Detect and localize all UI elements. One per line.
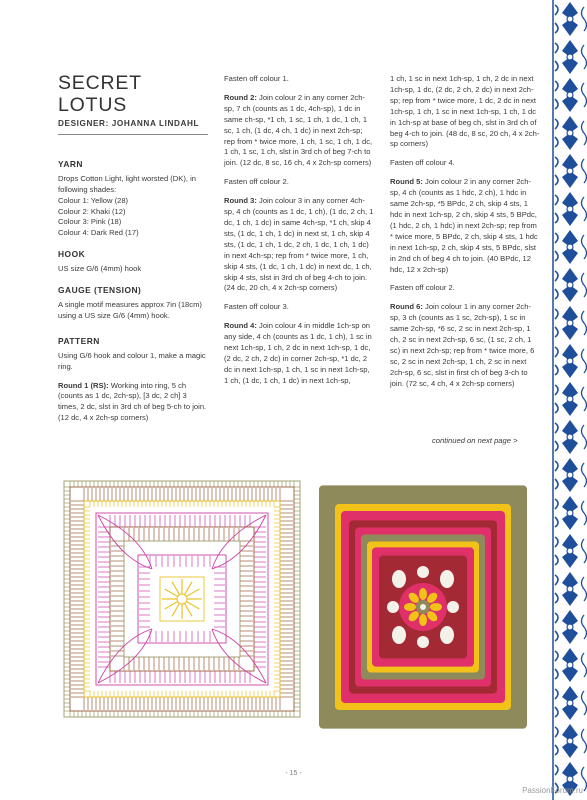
round-3: [224, 196, 374, 294]
crochet-square-photo: [318, 484, 529, 732]
photo-lace-gap: [417, 636, 429, 648]
border-scroll: [582, 653, 587, 677]
border-scroll: [582, 501, 587, 525]
border-tile: [555, 154, 587, 188]
border-dot: [567, 206, 573, 212]
border-scroll: [582, 273, 587, 297]
border-tile: [555, 496, 587, 530]
border-tile: [555, 2, 587, 36]
border-scroll: [582, 121, 587, 145]
round-1-label: Round 1 (RS):: [58, 380, 109, 390]
border-dot: [567, 396, 573, 402]
round-5-label: Round 5:: [390, 177, 423, 187]
fasten-off-4: Fasten off colour 4.: [390, 158, 455, 168]
chart-center-stitch: [186, 602, 199, 610]
border-dot: [567, 434, 573, 440]
crochet-chart-diagram: [58, 475, 306, 723]
border-tile: [555, 78, 587, 112]
yarn-colour-2: Colour 2: Khaki (12): [58, 206, 126, 216]
border-scroll: [555, 613, 558, 641]
gauge-heading: GAUGE (TENSION): [58, 285, 142, 296]
designer-credit: DESIGNER: JOHANNA LINDAHL: [58, 119, 208, 135]
border-dot: [567, 624, 573, 630]
fasten-off-5: Fasten off colour 2.: [390, 283, 455, 293]
border-dot: [567, 700, 573, 706]
border-scroll: [555, 499, 558, 527]
border-dot: [567, 92, 573, 98]
border-scroll: [555, 43, 558, 71]
border-tile: [555, 306, 587, 340]
border-scroll: [582, 615, 587, 639]
round-3-text: Join colour 3 in any corner 4ch-sp, 4 ch (counts as 1 dc, 1 ch), (1 dc, 2 ch, 1 dc, 1 ch, 1 dc) in same 4ch-sp, *1 ch, skip 4 sts, (1 dc, 1 ch, 1 dc) in next st, 1 ch, skip 4 sts, (1 dc, 1 ch, 1 dc, 2 ch, 1 dc, 1 ch, 1 dc) in next 4ch-sp; rep from * twice more, 1 ch, skip 4 sts, (1 dc, 1 ch, 1 dc) in next dc, 1 ch, skip 4 sts, slst in 3rd ch of beg 4-ch to join. (24 dc, 20 ch, 4 x 2ch-sp corners): [224, 196, 374, 293]
photo-lace-gap: [392, 626, 406, 644]
chart-center-stitch: [165, 589, 178, 597]
photo-lace-gap: [440, 570, 454, 588]
border-tile: [555, 724, 587, 758]
border-scroll: [555, 271, 558, 299]
round-5-text: Join colour 2 in any corner 2ch-sp, 4 ch (counts as 1 hdc, 2 ch), 1 hdc in same 2ch-sp, *5 BPdc, 2 ch, skip 4 sts, 1 hdc in next 1ch-sp, 2 ch, skip 4 sts, 5 BPdc, (1 hdc, 2 ch, 1 hdc) in next 2ch-sp; rep from * twice more, 5 BPdc, 2 ch, skip 4 sts, 1 hdc in next 1ch-sp, 2 ch, skip 4 sts, 5 BPdc, slst in 2nd ch of beg 4 ch to join. (40 BPdc, 12 hdc, 12 x 2ch-sp): [390, 177, 538, 274]
border-scroll: [555, 347, 558, 375]
border-scroll: [555, 233, 558, 261]
border-dot: [567, 586, 573, 592]
fasten-off-2: Fasten off colour 2.: [224, 177, 289, 187]
border-tile: [555, 230, 587, 264]
border-dot: [567, 472, 573, 478]
border-scroll: [582, 691, 587, 715]
pattern-intro: Using G/6 hook and colour 1, make a magic ring.: [58, 350, 206, 371]
chart-center-stitch: [165, 602, 178, 610]
round-2: [224, 93, 374, 169]
border-scroll: [555, 157, 558, 185]
border-scroll: [555, 651, 558, 679]
photo-lace-gap: [440, 626, 454, 644]
border-scroll: [582, 311, 587, 335]
photo-center-petal: [430, 603, 442, 611]
border-tile: [555, 610, 587, 644]
gauge-text: A single motif measures approx 7in (18cm) using a US size G/6 (4mm) hook.: [58, 299, 202, 320]
yarn-line: Drops Cotton Light, light worsted (DK), in following shades:: [58, 173, 197, 194]
border-tile: [555, 686, 587, 720]
border-scroll: [582, 387, 587, 411]
chart-center-stitch: [172, 603, 180, 616]
border-dot: [567, 16, 573, 22]
border-scroll: [555, 81, 558, 109]
photo-lace-gap: [387, 601, 399, 613]
round-5: [390, 177, 540, 275]
border-scroll: [582, 463, 587, 487]
border-dot: [567, 662, 573, 668]
chart-center-stitch: [172, 582, 180, 595]
border-scroll: [555, 309, 558, 337]
border-dot: [567, 168, 573, 174]
border-tile: [555, 192, 587, 226]
border-scroll: [555, 385, 558, 413]
pattern-title: SECRET LOTUS: [58, 72, 142, 116]
photo-lace-gap: [447, 601, 459, 613]
border-tile: [555, 458, 587, 492]
border-scroll: [582, 577, 587, 601]
yarn-colour-4: Colour 4: Dark Red (17): [58, 228, 139, 238]
border-tile: [555, 648, 587, 682]
column-middle: [224, 74, 374, 387]
border-scroll: [582, 539, 587, 563]
hook-heading: HOOK: [58, 249, 86, 260]
border-scroll: [555, 461, 558, 489]
border-scroll: [582, 45, 587, 69]
yarn-heading: YARN: [58, 158, 83, 169]
hook-text: US size G/6 (4mm) hook: [58, 264, 142, 274]
border-scroll: [555, 5, 558, 33]
border-scroll: [582, 425, 587, 449]
border-tile: [555, 420, 587, 454]
round-1: [58, 381, 208, 425]
border-tile: [555, 116, 587, 150]
border-scroll: [582, 349, 587, 373]
chart-round-brown: [70, 487, 294, 711]
border-scroll: [555, 575, 558, 603]
chart-round-inner-khaki: [124, 541, 240, 657]
round-4-continued: 1 ch, 1 sc in next 1ch-sp, 1 ch, 2 dc in next 1ch-sp, 1 dc, (2 dc, 2 ch, 2 dc) in next 2ch-sp; rep from * twice more, 1 dc, 2 dc in next 1ch-sp, 1 ch, 1 sc in next 1ch-sp, 1 ch, 1 dc in 1ch-sp at base of beg ch, slst in 3rd ch of beg 4-ch to join. (48 dc, 8 sc, 20 ch, 4 x 2ch-sp corners): [390, 74, 540, 149]
chart-outer-round: [64, 481, 300, 717]
border-dot: [567, 282, 573, 288]
round-4-text: Join colour 4 in middle 1ch-sp on any side, 4 ch (counts as 1 dc, 1 ch), 1 sc in next 1ch-sp, 1 ch, 2 dc in next 1ch-sp, 1 dc, (2 dc, 2 ch, 2 dc) in corner 2ch-sp, *1 dc, 2 dc in next 1ch-sp, 1 ch, 1 sc in next 1ch-sp, 1 ch, (1 dc, 1 ch, 1 dc) in next 1ch-sp,: [224, 321, 372, 385]
chart-center-stitch: [185, 582, 193, 595]
column-left: [58, 72, 208, 424]
border-scroll: [582, 197, 587, 221]
border-scroll: [582, 7, 587, 31]
pattern-heading: PATTERN: [58, 335, 100, 346]
border-tile: [555, 40, 587, 74]
border-tile: [555, 534, 587, 568]
border-dot: [567, 548, 573, 554]
watermark: PassionForum.ru: [522, 786, 583, 795]
round-4: [224, 321, 374, 386]
border-scroll: [582, 729, 587, 753]
border-tile: [555, 344, 587, 378]
round-3-label: Round 3:: [224, 196, 257, 206]
photo-center-petal: [404, 603, 416, 611]
round-1-text: Working into ring, 5 ch (counts as 1 dc, 2ch-sp), [3 dc, 2 ch] 3 times, 2 dc, slst in 3rd ch of beg 5-ch to join. (12 dc, 4 x 2ch-sp corners): [58, 380, 207, 423]
page-number: - 15 -: [285, 770, 302, 777]
border-scroll: [555, 537, 558, 565]
border-dot: [567, 130, 573, 136]
round-6-label: Round 6:: [390, 302, 423, 312]
border-scroll: [555, 195, 558, 223]
border-scroll: [555, 423, 558, 451]
round-2-text: Join colour 2 in any corner 2ch-sp, 7 ch (counts as 1 dc, 4ch-sp), 1 dc in same ch-sp, *1 ch, 1 sc, 1 ch, 1 dc, 1 ch, 1 sc, 1 ch, (1 dc, 4 ch, 1 dc) in next 2ch-sp; rep from * twice more, 1 ch, 1 sc, 1 ch, 1 dc, 1 ch, 1 sc, 1 ch, slst in 3rd ch of beg 7-ch to join. (12 dc, 8 sc, 16 ch, 4 x 2ch-sp corners): [224, 92, 373, 168]
crochet-chart-graphic: [58, 475, 306, 723]
border-dot: [567, 510, 573, 516]
chart-center-stitch: [186, 589, 199, 597]
fasten-off-3: Fasten off colour 3.: [224, 302, 289, 312]
border-dot: [567, 244, 573, 250]
round-6: [390, 302, 540, 389]
fasten-off-1: Fasten off colour 1.: [224, 74, 289, 83]
yarn-colour-1: Colour 1: Yellow (28): [58, 195, 129, 205]
chart-round-yellow: [84, 501, 280, 697]
border-tile: [555, 382, 587, 416]
border-tile: [555, 268, 587, 302]
column-right: [390, 74, 540, 390]
border-scroll: [582, 159, 587, 183]
border-dot: [567, 738, 573, 744]
chart-center-stitch: [185, 603, 193, 616]
crochet-square-graphic: [318, 484, 529, 732]
round-2-label: Round 2:: [224, 92, 257, 102]
yarn-colour-3: Colour 3: Pink (18): [58, 217, 122, 227]
border-dot: [567, 54, 573, 60]
border-dot: [567, 358, 573, 364]
border-tile: [555, 572, 587, 606]
continued-link[interactable]: continued on next page >: [432, 436, 518, 445]
border-scroll: [582, 83, 587, 107]
chart-round-inner-pink: [138, 555, 226, 643]
round-4-label: Round 4:: [224, 321, 257, 331]
photo-center-hole: [420, 604, 426, 610]
border-scroll: [555, 689, 558, 717]
round-6-text: Join colour 1 in any corner 2ch-sp, 3 ch (counts as 1 sc, 2ch-sp), 1 sc in same 2ch-sp, *6 sc, 2 sc in next 2ch-sp, 1 ch, 2 sc in next 2ch-sp, 6 sc, (1 sc, 2 ch, 1 sc) in next 2ch-sp; rep from * twice more, 6 sc, 2 sc in next 2ch-sp, 1 ch, 2 sc in next 2ch-sp, 6 sc, slst in first ch of beg 3-ch to join. (72 sc, 4 ch, 4 x 2ch-sp corners): [390, 302, 535, 388]
border-dot: [567, 320, 573, 326]
photo-lace-gap: [392, 570, 406, 588]
chart-magic-ring: [177, 594, 187, 604]
photo-lace-gap: [417, 566, 429, 578]
chart-round-pink: [96, 513, 268, 685]
border-scroll: [582, 235, 587, 259]
tile-border-ornament-graphic: [549, 0, 587, 800]
border-scroll: [555, 119, 558, 147]
photo-center-petal: [419, 614, 427, 626]
chart-round-inner-brown: [110, 527, 254, 671]
border-scroll: [555, 727, 558, 755]
photo-center-petal: [419, 588, 427, 600]
tile-border-ornament: [549, 0, 587, 800]
